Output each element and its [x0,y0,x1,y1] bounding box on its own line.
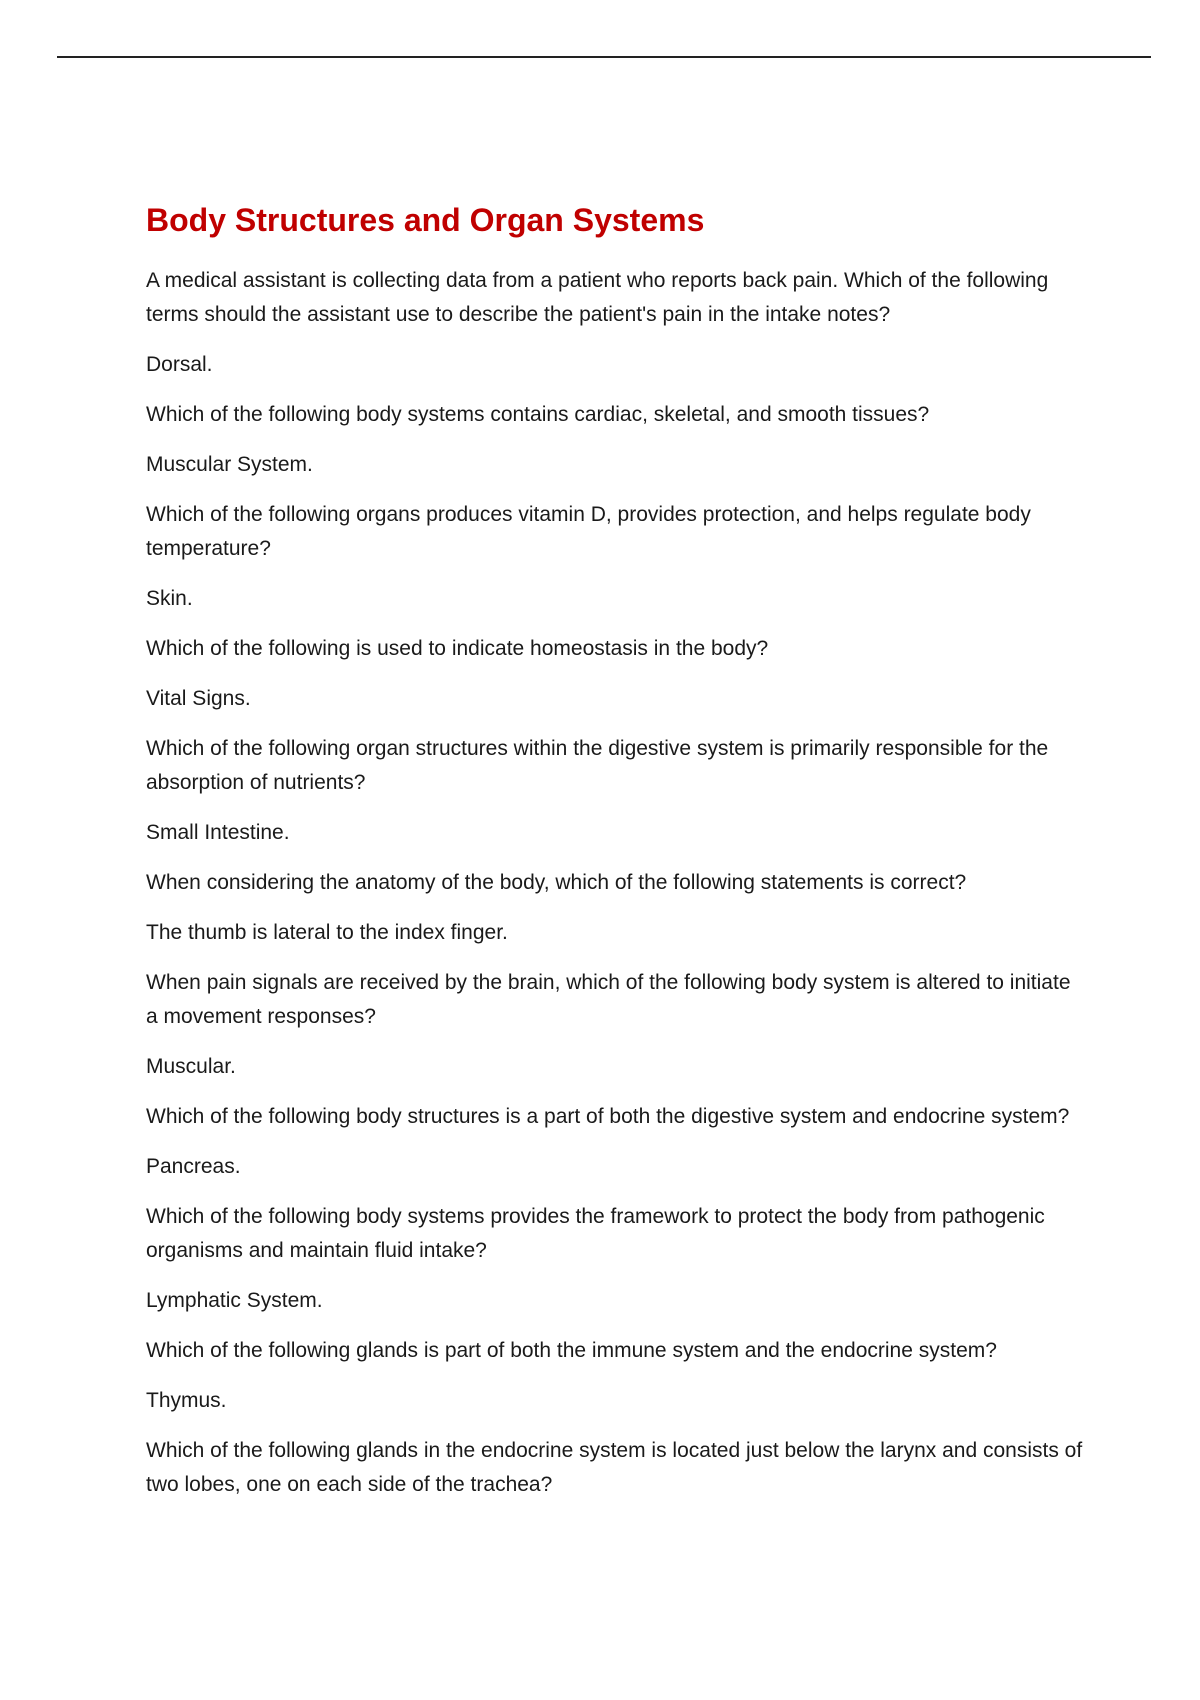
qa-list [146,264,1086,1502]
answer-1: Dorsal. [146,353,213,376]
question-5: Which of the following organ structures within the digestive system is primarily responsible for the absorption of nutrients? [146,737,1049,794]
question-7: When pain signals are received by the brain, which of the following body system is altered to initiate a movement responses? [146,971,1071,1028]
question-6: When considering the anatomy of the body, which of the following statements is correct? [146,871,967,894]
answer-5: Small Intestine. [146,821,290,844]
document-title: Body Structures and Organ Systems [146,202,705,238]
answer-10: Thymus. [146,1389,227,1412]
answer-3: Skin. [146,587,193,610]
header-rule [57,56,1151,58]
question-2: Which of the following body systems contains cardiac, skeletal, and smooth tissues? [146,403,930,426]
answer-6: The thumb is lateral to the index finger. [146,921,508,944]
question-10: Which of the following glands is part of both the immune system and the endocrine system? [146,1339,997,1362]
answer-4: Vital Signs. [146,687,251,710]
question-11: Which of the following glands in the endocrine system is located just below the larynx and consists of two lobes, one on each side of the trachea? [146,1439,1083,1496]
question-9: Which of the following body systems provides the framework to protect the body from pathogenic organisms and maintain fluid intake? [146,1205,1045,1262]
question-3: Which of the following organs produces vitamin D, provides protection, and helps regulate body temperature? [146,503,1031,560]
answer-2: Muscular System. [146,453,313,476]
question-1: A medical assistant is collecting data from a patient who reports back pain. Which of the following terms should the assistant use to describe the patient's pain in the intake notes? [146,269,1049,326]
document-body [146,196,1086,1518]
question-4: Which of the following is used to indicate homeostasis in the body? [146,637,769,660]
answer-8: Pancreas. [146,1155,241,1178]
answer-7: Muscular. [146,1055,236,1078]
answer-9: Lymphatic System. [146,1289,323,1312]
question-8: Which of the following body structures is a part of both the digestive system and endocrine system? [146,1105,1070,1128]
